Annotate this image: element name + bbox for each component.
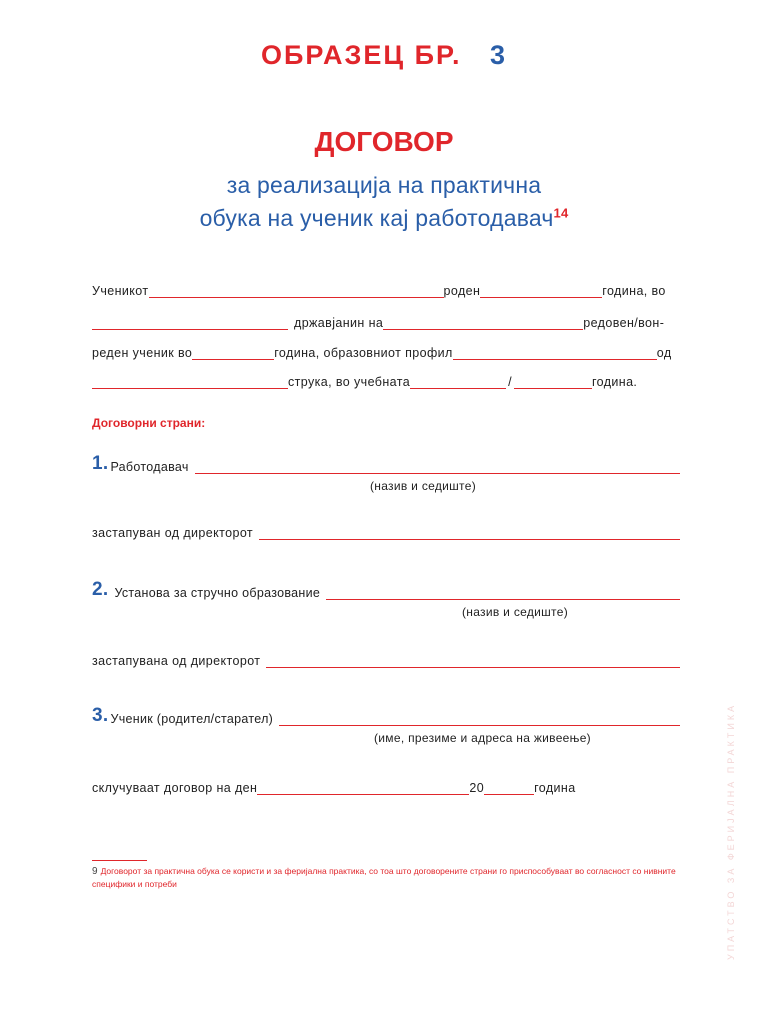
student-party-label: Ученик (родител/старател) xyxy=(110,712,274,726)
contract-year-field[interactable] xyxy=(484,780,534,795)
year-label: година. xyxy=(591,375,638,389)
form-code-heading xyxy=(0,40,768,71)
education-profile-field[interactable] xyxy=(453,345,657,360)
birth-place-field[interactable] xyxy=(92,315,288,330)
footnote-text: Договорот за практична обука се користи и за феријална практика, со тоа што договорените страни го приспособуваат во согласност со нивните специфики и потреби xyxy=(92,866,676,889)
citizen-label: државјанин на xyxy=(294,316,384,330)
parties-section-label: Договорни страни: xyxy=(92,416,206,430)
student-in-label: реден ученик во xyxy=(92,346,193,360)
institution-row xyxy=(92,576,680,600)
institution-label: Установа за стручно образование xyxy=(114,586,321,600)
institution-field[interactable] xyxy=(326,585,680,600)
student-line-1 xyxy=(92,278,680,298)
employer-rep-label: застапуван од директорот xyxy=(92,526,254,540)
student-line-4 xyxy=(92,369,680,389)
student-party-number: 3. xyxy=(92,705,109,726)
document-title: ДОГОВОР xyxy=(314,126,454,157)
regular-label: редовен/вон- xyxy=(583,316,665,330)
student-label: Ученикот xyxy=(92,284,149,298)
employer-label: Работодавач xyxy=(110,460,189,474)
employer-field[interactable] xyxy=(195,459,680,474)
school-year-field[interactable] xyxy=(192,345,274,360)
institution-number: 2. xyxy=(92,579,109,600)
field-label: струка, во учебната xyxy=(288,375,411,389)
employer-hint: (назив и седиште) xyxy=(370,479,476,493)
institution-director-field[interactable] xyxy=(266,653,680,668)
academic-year-start-field[interactable] xyxy=(410,374,506,389)
form-code-number: 3 xyxy=(490,40,508,70)
employer-row xyxy=(92,450,680,474)
year-in-label: година, во xyxy=(602,284,666,298)
footnote-reference: 14 xyxy=(553,205,569,221)
subtitle-line2-text: обука на ученик кај работодавач xyxy=(199,205,554,231)
student-line-2 xyxy=(92,310,680,330)
closing-label: склучуваат договор на ден xyxy=(92,781,258,795)
employer-director-field[interactable] xyxy=(259,525,680,540)
student-line-3 xyxy=(92,340,680,360)
contract-date-field[interactable] xyxy=(257,780,469,795)
institution-rep-row xyxy=(92,648,680,668)
profile-label: година, образовниот профил xyxy=(274,346,453,360)
student-party-hint: (име, презиме и адреса на живеење) xyxy=(374,731,591,745)
citizenship-field[interactable] xyxy=(383,315,583,330)
footnote xyxy=(92,865,692,891)
document-subtitle-line2 xyxy=(0,205,768,232)
academic-year-end-field[interactable] xyxy=(514,374,592,389)
closing-row xyxy=(92,775,592,795)
employer-number: 1. xyxy=(92,453,109,474)
institution-hint: (назив и седиште) xyxy=(462,605,568,619)
birth-date-field[interactable] xyxy=(480,283,602,298)
student-name-field[interactable] xyxy=(149,283,444,298)
employer-rep-row xyxy=(92,520,680,540)
footnote-mark: 9 xyxy=(92,866,98,877)
closing-year-prefix: 20 xyxy=(469,781,485,795)
vocational-field[interactable] xyxy=(92,374,288,389)
footnote-divider xyxy=(92,860,147,861)
student-party-field[interactable] xyxy=(279,711,680,726)
closing-year-label: година xyxy=(534,781,576,795)
born-label: роден xyxy=(443,284,481,298)
institution-rep-label: застапувана од директорот xyxy=(92,654,261,668)
year-slash: / xyxy=(508,375,512,389)
from-label: од xyxy=(656,346,672,360)
document-subtitle-line1: за реализација на практична xyxy=(226,172,542,198)
side-watermark-text: УПАТСТВО ЗА ФЕРИЈАЛНА ПРАКТИКА xyxy=(726,702,736,960)
form-code-label: ОБРАЗЕЦ БР. xyxy=(260,40,462,70)
student-party-row xyxy=(92,702,680,726)
